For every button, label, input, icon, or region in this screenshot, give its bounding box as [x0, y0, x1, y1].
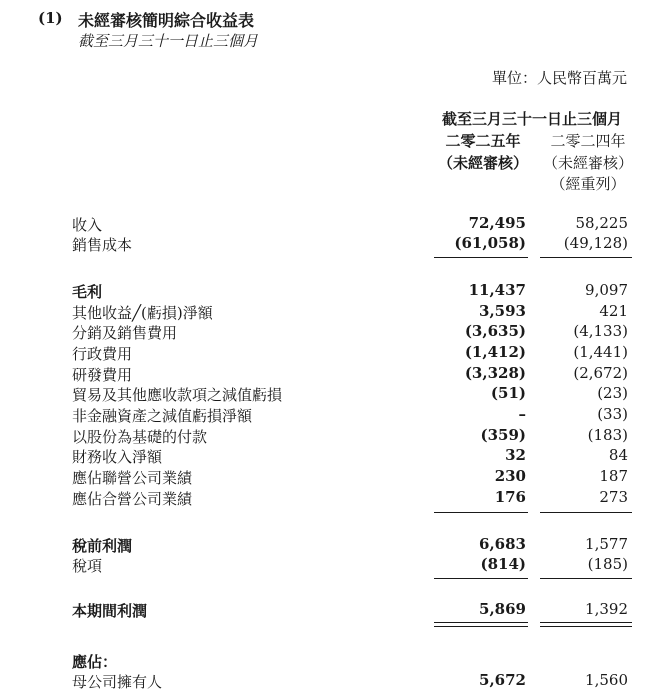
row-current-value: 6,683 — [479, 535, 526, 553]
subtotal-rule — [434, 257, 528, 258]
row-label: 稅前利潤 — [72, 537, 133, 555]
row-label: 稅項 — [72, 557, 103, 575]
currency-unit: 單位：人民幣百萬元 — [491, 69, 627, 87]
row-prior-value: (33) — [597, 405, 628, 423]
row-label: 以股份為基礎的付款 — [72, 428, 208, 446]
row-current-value: 230 — [494, 467, 526, 485]
row-current-value: (1,412) — [464, 343, 526, 361]
row-current-value: 11,437 — [468, 281, 526, 299]
row-label: 本期間利潤 — [72, 602, 148, 620]
row-label: 行政費用 — [72, 345, 133, 363]
column-prior-year: 二零二四年 — [550, 132, 626, 150]
row-prior-value: 9,097 — [585, 281, 628, 299]
row-prior-value: 273 — [599, 488, 628, 506]
column-current-year: 二零二五年 — [445, 132, 521, 150]
row-current-value: (814) — [480, 555, 526, 573]
section-number: (1) — [38, 9, 63, 27]
row-label: 母公司擁有人 — [72, 673, 163, 691]
row-current-value: 72,495 — [468, 214, 526, 232]
subtotal-rule — [540, 257, 632, 258]
row-label: 銷售成本 — [72, 236, 133, 254]
row-prior-value: (49,128) — [563, 234, 628, 252]
column-current-note: （未經審核） — [438, 154, 529, 172]
row-label: 應佔聯營公司業績 — [72, 469, 193, 487]
row-prior-value: (23) — [597, 384, 628, 402]
row-label: 應佔合營公司業績 — [72, 490, 193, 508]
row-label: 應佔： — [72, 653, 118, 671]
row-label: 貿易及其他應收款項之減值虧損 — [72, 386, 283, 404]
row-current-value: 5,869 — [479, 600, 526, 618]
row-prior-value: (183) — [587, 426, 628, 444]
row-label: 財務收入淨額 — [72, 448, 163, 466]
row-prior-value: 1,577 — [585, 535, 628, 553]
row-label: 分銷及銷售費用 — [72, 324, 178, 342]
row-current-value: – — [518, 405, 526, 423]
row-current-value: (61,058) — [454, 234, 526, 252]
total-double-rule — [434, 622, 528, 627]
statement-title: 未經審核簡明綜合收益表 — [78, 11, 255, 30]
subtotal-rule — [540, 578, 632, 579]
subtotal-rule — [540, 512, 632, 513]
row-prior-value: 1,392 — [585, 600, 628, 618]
row-current-value: (3,635) — [464, 322, 526, 340]
statement-period: 截至三月三十一日止三個月 — [78, 32, 259, 50]
row-label: 毛利 — [72, 283, 103, 301]
row-prior-value: (2,672) — [573, 364, 628, 382]
row-prior-value: (4,133) — [573, 322, 628, 340]
row-current-value: (359) — [480, 426, 526, 444]
row-prior-value: (1,441) — [573, 343, 628, 361]
row-label: 收入 — [72, 216, 103, 234]
row-prior-value: 421 — [599, 302, 628, 320]
subtotal-rule — [434, 512, 528, 513]
column-period-header: 截至三月三十一日止三個月 — [441, 110, 622, 128]
row-prior-value: 1,560 — [585, 671, 628, 689]
row-current-value: 176 — [494, 488, 526, 506]
row-label: 研發費用 — [72, 366, 133, 384]
row-prior-value: 187 — [599, 467, 628, 485]
row-label: 非金融資產之減值虧損淨額 — [72, 407, 253, 425]
row-current-value: 5,672 — [479, 671, 526, 689]
row-prior-value: 84 — [608, 446, 628, 464]
row-current-value: (51) — [490, 384, 526, 402]
row-current-value: (3,328) — [464, 364, 526, 382]
column-prior-restated: （經重列） — [550, 175, 626, 193]
total-double-rule — [540, 622, 632, 627]
row-prior-value: 58,225 — [575, 214, 628, 232]
row-label: 其他收益╱(虧損)淨額 — [72, 304, 213, 322]
column-prior-note: （未經審核） — [542, 154, 633, 172]
row-prior-value: (185) — [587, 555, 628, 573]
subtotal-rule — [434, 578, 528, 579]
row-current-value: 3,593 — [479, 302, 526, 320]
row-current-value: 32 — [505, 446, 526, 464]
